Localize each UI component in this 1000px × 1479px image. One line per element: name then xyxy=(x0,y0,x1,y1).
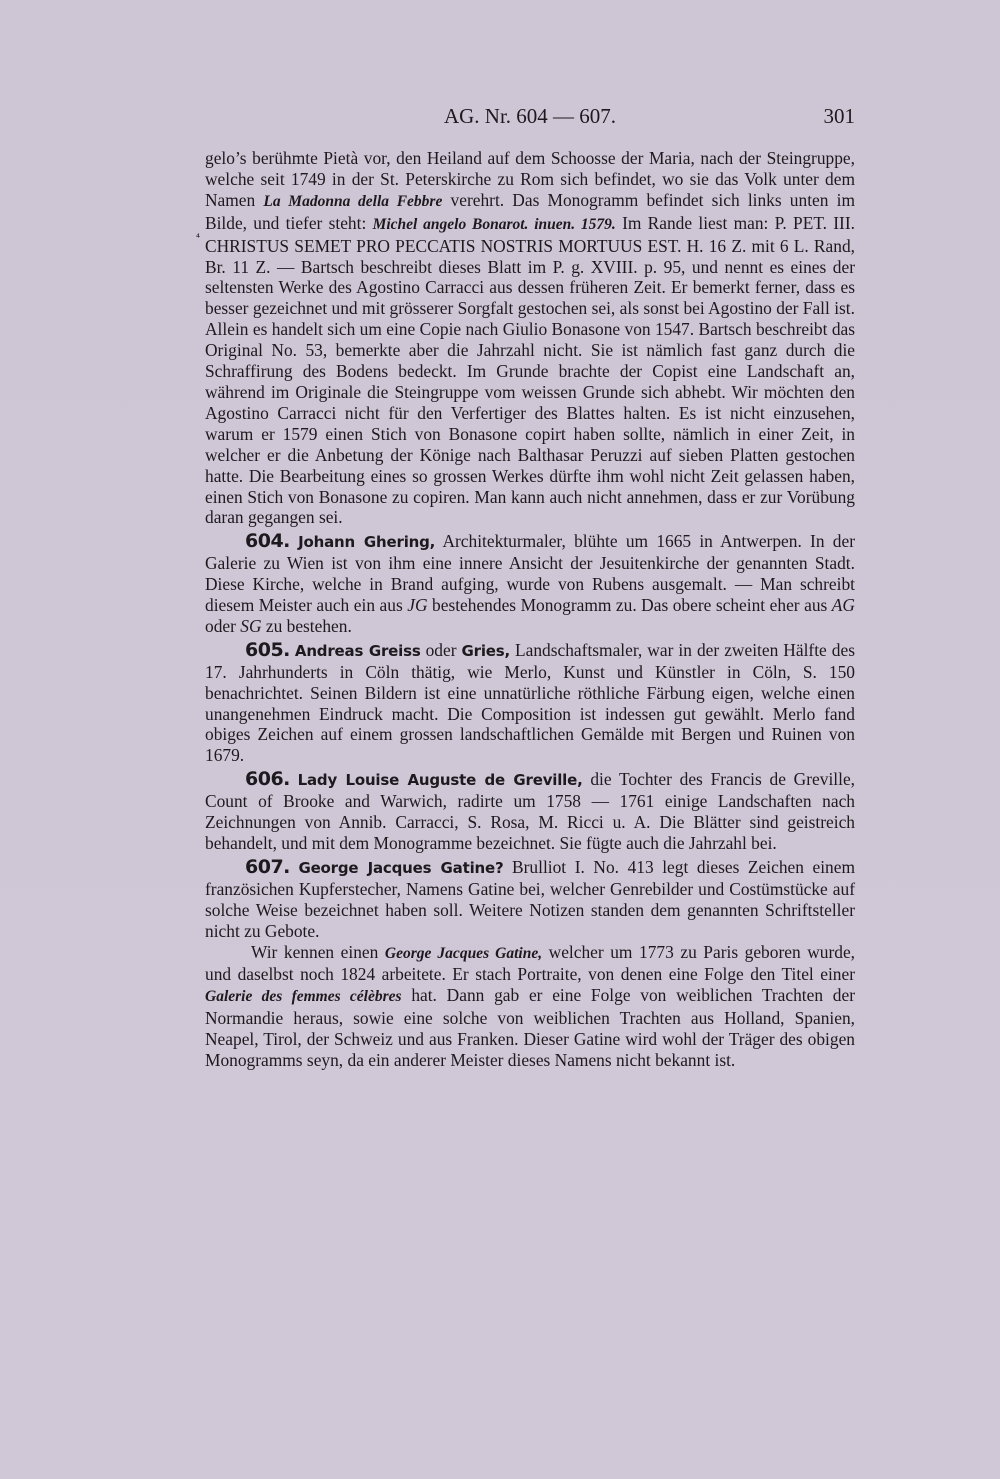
entry-607-text: 607. George Jacques Gatine? Brulliot I. No. 413 legt dieses Zeichen einem französichen Kupferstecher, Namens Gatine bei, welcher Genrebilder und Costümstücke auf solche Weise bezeichnet haben soll. Weitere Notizen standen dem genannten Schriftsteller nicht zu Gebote. xyxy=(205,855,855,941)
entry-606-text: 606. Lady Louise Auguste de Greville, die Tochter des Francis de Greville, Count of Brooke and Warwich, radirte um 1758 — 1761 einige Landschaften nach Zeichnungen von Annib. Carracci, S. Rosa, M. Ricci u. A. Die Blätter sind geistreich behandelt, und mit dem Monogramme bezeichnet. Sie fügte auch die Jahrzahl bei. xyxy=(205,768,856,853)
artist-name: George Jacques Gatine? xyxy=(298,858,504,877)
entry-number: 605. xyxy=(245,638,290,661)
entry-number: 606. xyxy=(245,768,290,791)
running-title: AG. Nr. 604 — 607. xyxy=(443,104,617,128)
entry-605 xyxy=(205,640,855,766)
artist-name: Johann Ghering, xyxy=(298,533,436,552)
entry-607-paragraph-2: Wir kennen einen George Jacques Gatine, welcher um 1773 zu Paris geboren wurde, und daselbst noch 1824 arbeitete. Er stach Portraite, von denen eine Folge den Titel einer Galerie des femmes célèbres hat. Dann gab er eine Folge von weiblichen Trachten der Normandie heraus, sowie eine solche von weiblichen Trachten aus Holland, Spanien, Neapel, Tirol, der Schweiz und aus Franken. Dieser Gatine wird wohl der Träger des obigen Monogramms seyn, da ein anderer Meister dieses Namens nicht bekannt ist. xyxy=(205,941,856,1071)
artist-name: Andreas Greiss xyxy=(294,641,421,660)
entry-605-text: 605. Andreas Greiss oder Gries, Landschaftsmaler, war in der zweiten Hälfte des 17. Jahrhunderts in Cöln thätig, wie Merlo, Kunst und Künstler in Cöln, S. 150 benachrichtet. Seinen Bildern ist eine unnatürliche röthliche Färbung eigen, welche einen unangenehmen Eindruck macht. Die Composition ist indessen gut gewählt. Merlo fand obiges Zeichen auf einem grossen landschaftlichen Gemälde mit Bergen und Ruinen von 1679. xyxy=(205,638,855,766)
entry-606 xyxy=(205,769,855,854)
page-number: 301 xyxy=(823,104,855,128)
entry-607 xyxy=(205,857,855,1071)
intro-paragraph: gelo’s berühmte Pietà vor, den Heiland auf dem Schoosse der Maria, nach der Steingruppe, welche seit 1749 in der St. Peterskirche zu Rom sich befindet, wo sie das Volk unter dem Namen La Madonna della Febbre verehrt. Das Monogramm befindet sich links unten im Bilde, und tiefer steht: Michel angelo Bonarot. inuen. 1579. Im Rande liest man: P. PET. III. CHRISTUS SEMET PRO PECCATIS NOSTRIS MORTUUS EST. H. 16 Z. mit 6 L. Rand, Br. 11 Z. — Bartsch beschreibt dieses Blatt im P. g. XVIII. p. 95, und nennt es eines der seltensten Werke des Agostino Carracci aus dessen früheren Zeit. Er bemerkt ferner, dass es besser gezeichnet und mit grösserer Sorgfalt gestochen sei, als sonst bei Agostino der Fall ist. Allein es handelt sich um eine Copie nach Giulio Bonasone von 1547. Bartsch beschreibt das Original No. 53, bemerkte aber die Jahrzahl nicht. Sie ist nämlich fast ganz durch die Schraffirung des Bodens bedeckt. Im Grunde brachte der Copist eine Landschaft an, während im Originale die Steingruppe vom weissen Grunde sich abhebt. Wir möchten den Agostino Carracci nicht für den Verfertiger des Blattes halten. Es ist nicht einzusehen, warum er 1579 einen Stich von Bonasone copirt haben sollte, nämlich in einer Zeit, in welcher er die Anbetung der Könige nach Balthasar Peruzzi auf sieben Platten gestochen hatte. Die Bearbeitung eines so grossen Werkes dürfte ihm wohl nicht Zeit gelassen haben, einen Stich von Bonasone zu copiren. Man kann auch nicht annehmen, dass er zur Vorübung daran gegangen sei. xyxy=(205,148,855,528)
artist-name-alt: Gries, xyxy=(461,641,510,660)
entry-number: 604. xyxy=(245,530,290,553)
body-text xyxy=(205,148,855,1071)
entry-number: 607. xyxy=(245,855,290,878)
artist-name: Lady Louise Auguste de Greville, xyxy=(297,771,583,790)
entry-604-text: 604. Johann Ghering, Architekturmaler, blühte um 1665 in Antwerpen. In der Galerie zu Wien ist von ihm eine innere Ansicht der Jesuitenkirche der genannten Stadt. Diese Kirche, welche in Brand aufging, wurde von Rubens ausgemalt. — Man schreibt diesem Meister auch ein aus JG bestehendes Monogramm zu. Das obere scheint eher aus AG oder SG zu bestehen. xyxy=(205,530,855,636)
entry-604 xyxy=(205,531,855,637)
margin-mark: ⁴ xyxy=(196,233,201,244)
page-header xyxy=(205,104,855,134)
